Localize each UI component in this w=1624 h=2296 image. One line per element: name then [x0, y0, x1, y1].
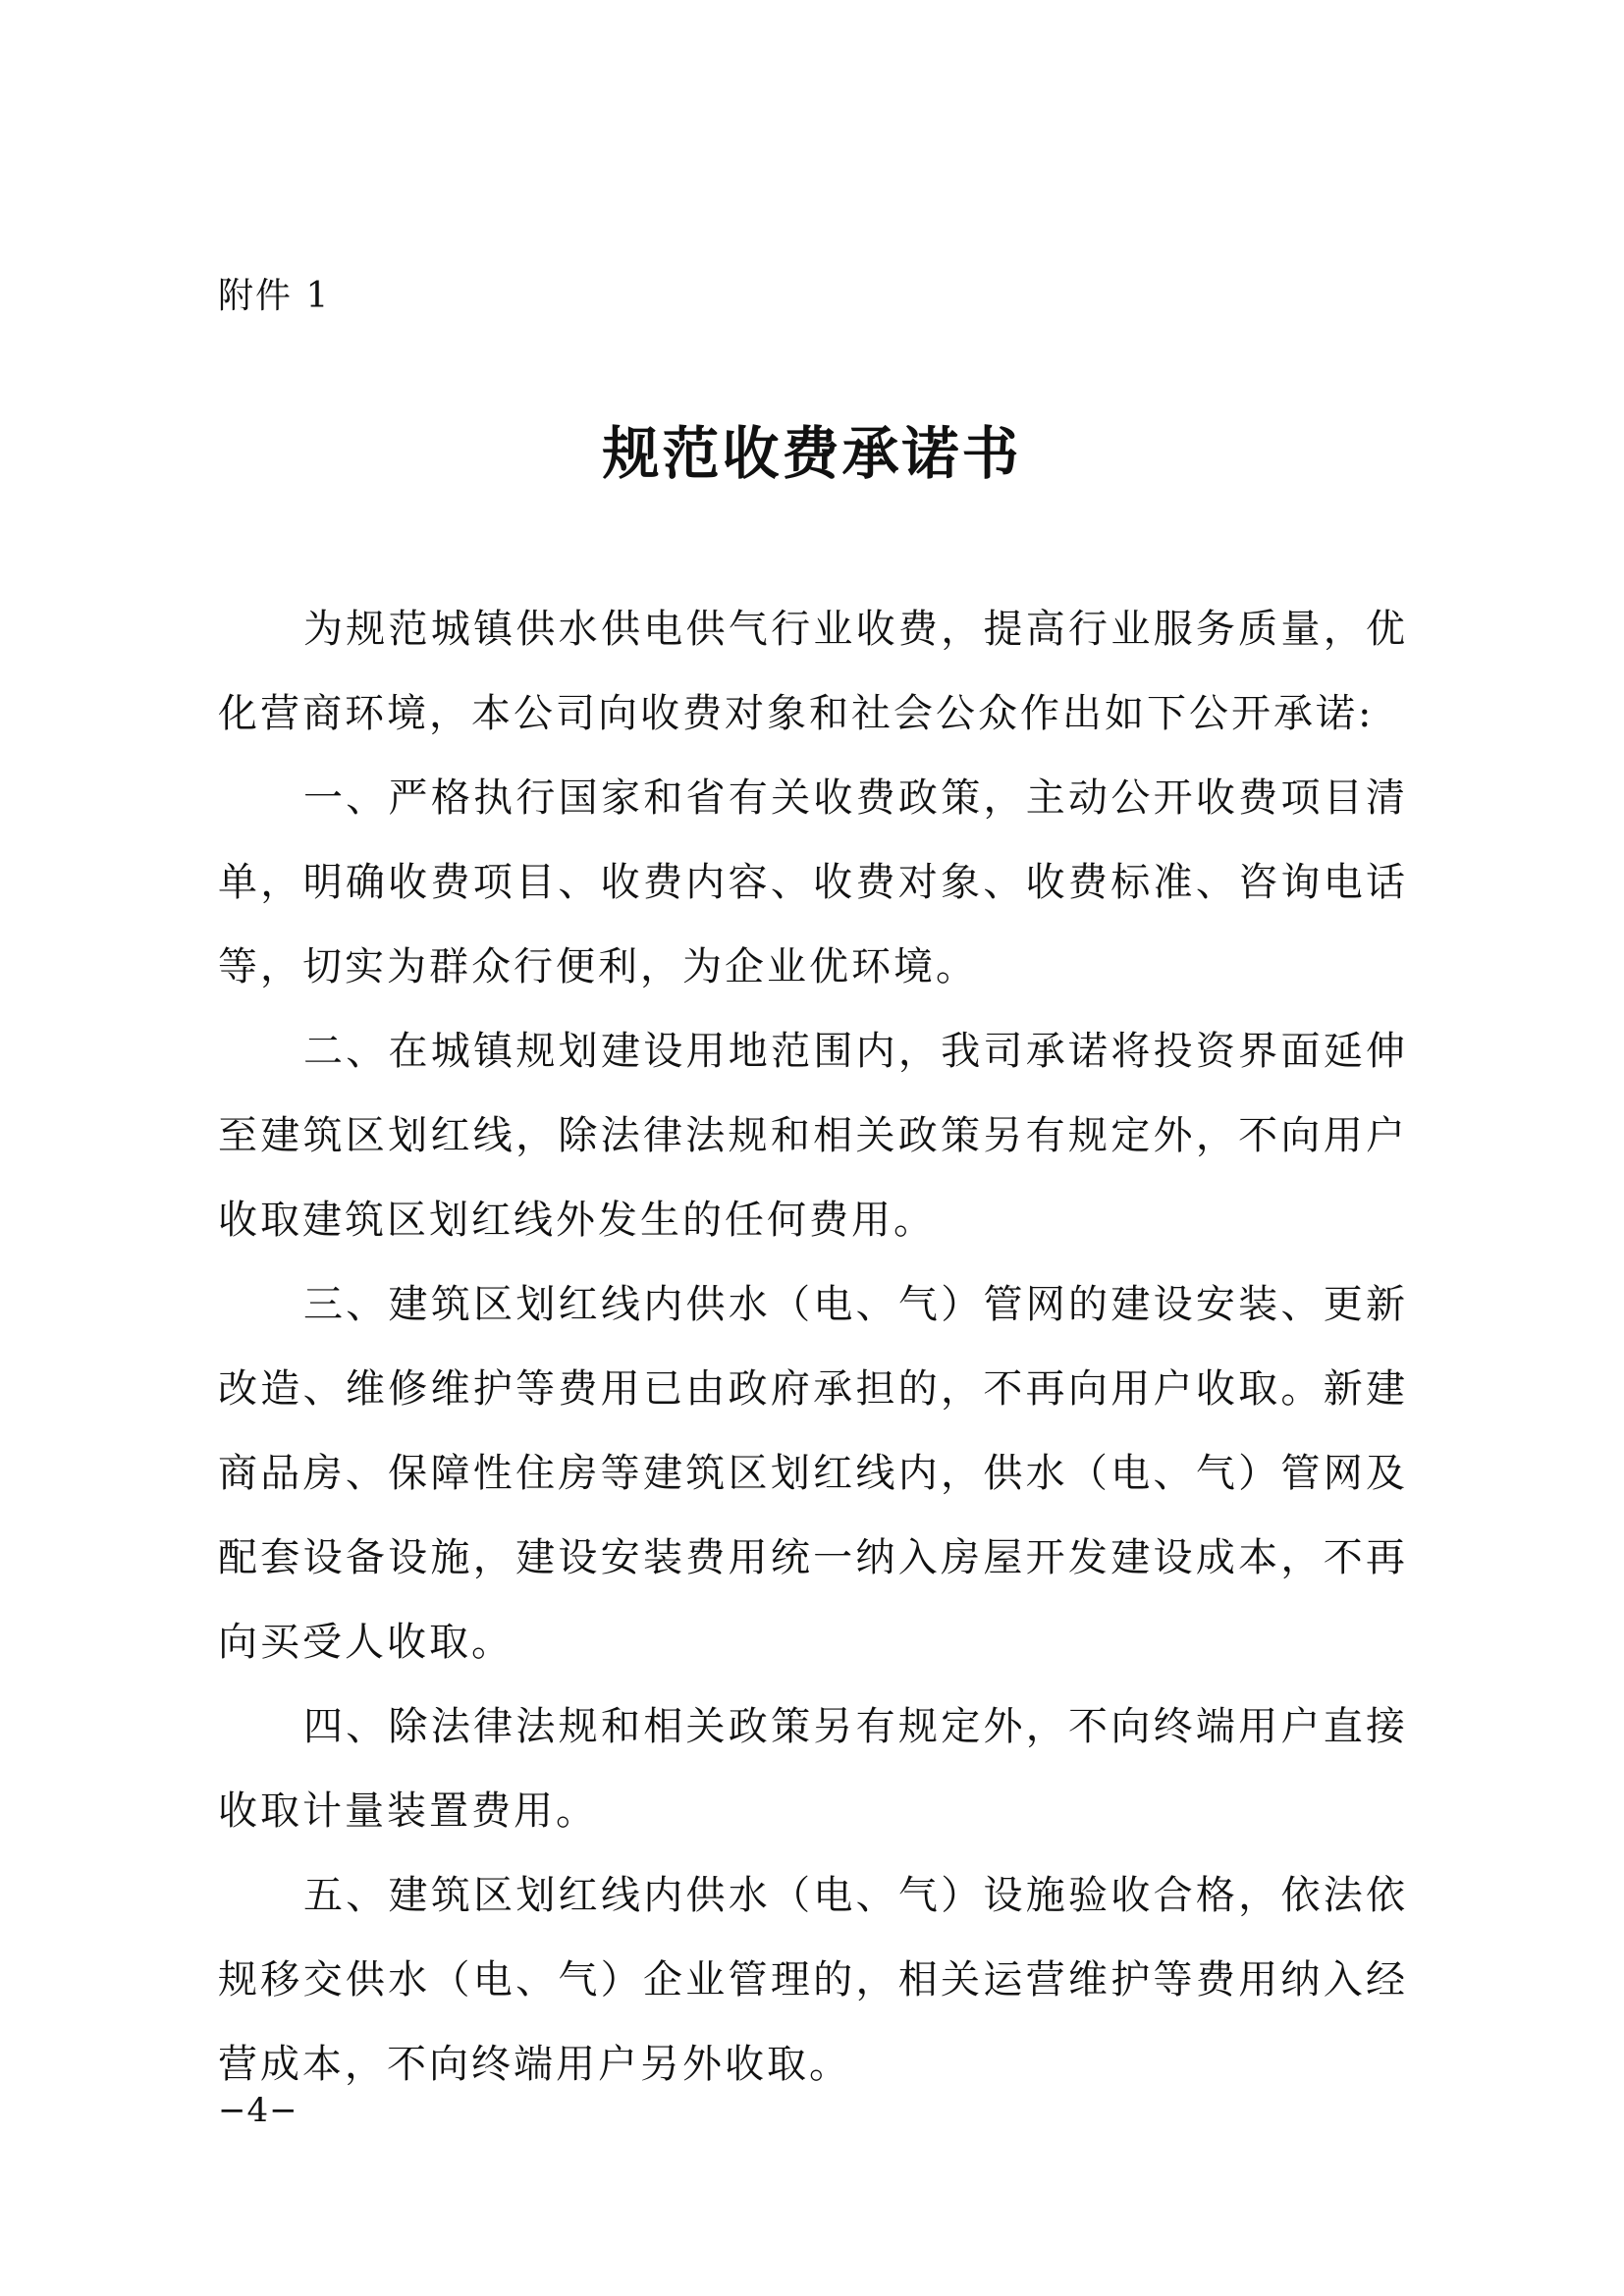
paragraph-item-4: 四、除法律法规和相关政策另有规定外，不向终端用户直接收取计量装置费用。 — [218, 1704, 1408, 1834]
paragraph-item-2: 二、在城镇规划建设用地范围内，我司承诺将投资界面延伸至建筑区划红线，除法律法规和相关政策另有规定外，不向用户收取建筑区划红线外发生的任何费用。 — [218, 1029, 1408, 1243]
paragraph-item-5: 五、建筑区划红线内供水（电、气）设施验收合格，依法依规移交供水（电、气）企业管理的，相关运营维护等费用纳入经营成本，不向终端用户另外收取。 — [218, 1873, 1408, 2087]
document-body — [218, 587, 1408, 2107]
paragraph-item-3: 三、建筑区划红线内供水（电、气）管网的建设安装、更新改造、维修维护等费用已由政府承担的，不再向用户收取。新建商品房、保障性住房等建筑区划红线内，供水（电、气）管网及配套设备设施，建设安装费用统一纳入房屋开发建设成本，不再向买受人收取。 — [218, 1282, 1408, 1665]
paragraph-intro: 为规范城镇供水供电供气行业收费，提高行业服务质量，优化营商环境，本公司向收费对象和社会公众作出如下公开承诺: — [218, 607, 1408, 736]
document-title: 规范收费承诺书 — [602, 420, 1022, 487]
paragraph-item-1: 一、严格执行国家和省有关收费政策，主动公开收费项目清单，明确收费项目、收费内容、收费对象、收费标准、咨询电话等，切实为群众行便利，为企业优环境。 — [218, 775, 1408, 989]
attachment-label: 附件 1 — [218, 276, 331, 316]
page-number: −4− — [218, 2091, 298, 2130]
